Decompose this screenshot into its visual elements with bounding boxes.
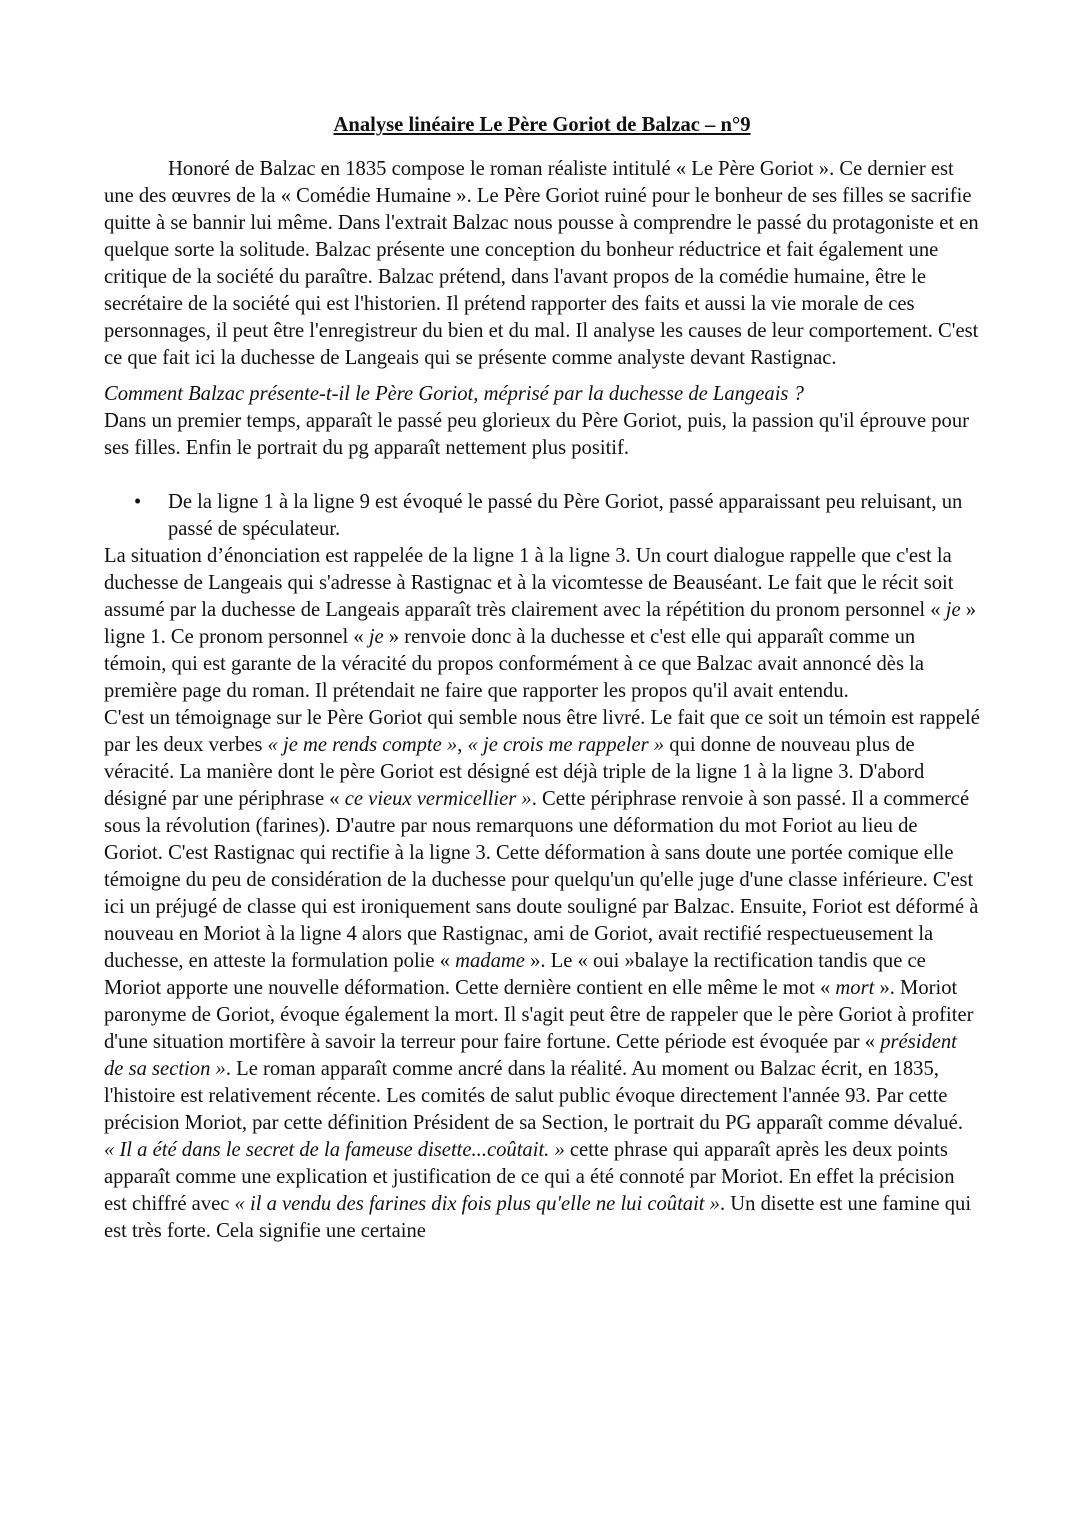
quote-je: je <box>368 626 384 648</box>
bullet-item <box>104 489 980 543</box>
text-run: . Cette périphrase renvoie à son passé. Il a commercé sous la révolution (farines). D'autre par nous remarquons une déformation du mot Foriot au lieu de Goriot. C'est Rastignac qui rectifie à la ligne 3. Cette déformation à sans doute une portée comique elle témoigne du peu de considération de la duchesse pour quelqu'un qu'elle juge d'une classe inférieure. C'est ici un préjugé de classe qui est ironiquement sans doute souligné par Balzac. Ensuite, Foriot est déformé à nouveau en Moriot à la ligne 4 alors que Rastignac, ami de Goriot, avait rectifié respectueusement la duchesse, en atteste la formulation polie « <box>104 788 979 972</box>
document-title: Analyse linéaire Le Père Goriot de Balzac – n°9 <box>333 114 751 136</box>
quote: « je me rends compte » <box>267 734 458 756</box>
plan-paragraph: Dans un premier temps, apparaît le passé peu glorieux du Père Goriot, puis, la passion qu'il éprouve pour ses filles. Enfin le portrait du pg apparaît nettement plus positif. <box>104 410 970 459</box>
text-run: , <box>457 734 468 756</box>
bullet-text: De la ligne 1 à la ligne 9 est évoqué le passé du Père Goriot, passé apparaissant peu reluisant, un passé de spéculateur. <box>168 491 963 540</box>
text-run: C'est un témoignage sur le Père Goriot qui semble nous être livré. Le fait que ce soit un témoin est rappelé par les deux verbes <box>104 707 980 756</box>
text-run: La situation d’énonciation est rappelée de la ligne 1 à la ligne 3. Un court dialogue rappelle que c'est la duchesse de Langeais qui s'adresse à Rastignac et à la vicomtesse de Beauséant. Le fait que le récit soit assumé par la duchesse de Langeais apparaît très clairement avec la répétition du pronom personnel « <box>104 545 954 621</box>
problematique: Comment Balzac présente-t-il le Père Goriot, méprisé par la duchesse de Langeais ? <box>104 383 804 405</box>
text-run: ». Moriot paronyme de Goriot, évoque également la mort. Il s'agit peut être de rappeler que le père Goriot à profiter d'une situation mortifère à savoir la terreur pour faire fortune. Cette période est évoquée par « <box>104 977 974 1053</box>
text-run: . Un disette est une famine qui est très forte. Cela signifie une certaine <box>104 1193 972 1242</box>
text-run: . Le roman apparaît comme ancré dans la réalité. Au moment ou Balzac écrit, en 1835, l'histoire est relativement récente. Les comités de salut public évoque directement l'année 93. Par cette précision Moriot, par cette définition Président de sa Section, le portrait du PG apparaît comme dévalué. <box>104 1058 963 1134</box>
paragraph-enonciation <box>104 543 980 705</box>
paragraph-temoignage <box>104 705 980 1137</box>
quote: madame <box>455 950 525 972</box>
quote: ce vieux vermicellier » <box>344 788 532 810</box>
paragraph-disette <box>104 1137 980 1245</box>
text-run: » renvoie donc à la duchesse et c'est elle qui apparaît comme un témoin, qui est garante de la véracité du propos conformément à ce que Balzac avait annoncé dès la première page du roman. Il prétendait ne faire que rapporter les propos qu'il avait entendu. <box>104 626 924 702</box>
bullet-mark: • <box>134 491 142 513</box>
text-run: qui donne de nouveau plus de véracité. La manière dont le père Goriot est désigné est déjà triple de la ligne 1 à la ligne 3. D'abord désigné par une périphrase « <box>104 734 925 810</box>
quote-je: je <box>945 599 961 621</box>
introduction-paragraph: Honoré de Balzac en 1835 compose le roman réaliste intitulé « Le Père Goriot ». Ce dernier est une des œuvres de la « Comédie Humaine ». Le Père Goriot ruiné pour le bonheur de ses filles se sacrifie quitte à se bannir lui même. Dans l'extrait Balzac nous pousse à comprendre le passé du protagoniste et en quelque sorte la solitude. Balzac présente une conception du bonheur réductrice et fait également une critique de la société du paraître. Balzac prétend, dans l'avant propos de la comédie humaine, être le secrétaire de la société qui est l'historien. Il prétend rapporter des faits et aussi la vie morale de ces personnages, il peut être l'enregistreur du bien et du mal. Il analyse les causes de leur comportement. C'est ce que fait ici la duchesse de Langeais qui se présente comme analyste devant Rastignac. <box>104 158 979 369</box>
text-run: » ligne 1. Ce pronom personnel « <box>104 599 977 648</box>
quote: mort <box>835 977 875 999</box>
text-run: ». Le « oui »balaye la rectification tandis que ce Moriot apporte une nouvelle déformation. Cette dernière contient en elle même le mot « <box>104 950 926 999</box>
quote: « je crois me rappeler » <box>467 734 665 756</box>
quote: « il a vendu des farines dix fois plus qu'elle ne lui coûtait » <box>234 1193 720 1215</box>
quote: « Il a été dans le secret de la fameuse disette...coûtait. » <box>104 1139 565 1161</box>
text-run: cette phrase qui apparaît après les deux points apparaît comme une explication et justification de ce qui a été connoté par Moriot. En effet la précision est chiffré avec <box>104 1139 955 1215</box>
document-page <box>104 112 980 1245</box>
quote: président de sa section » <box>104 1031 957 1080</box>
